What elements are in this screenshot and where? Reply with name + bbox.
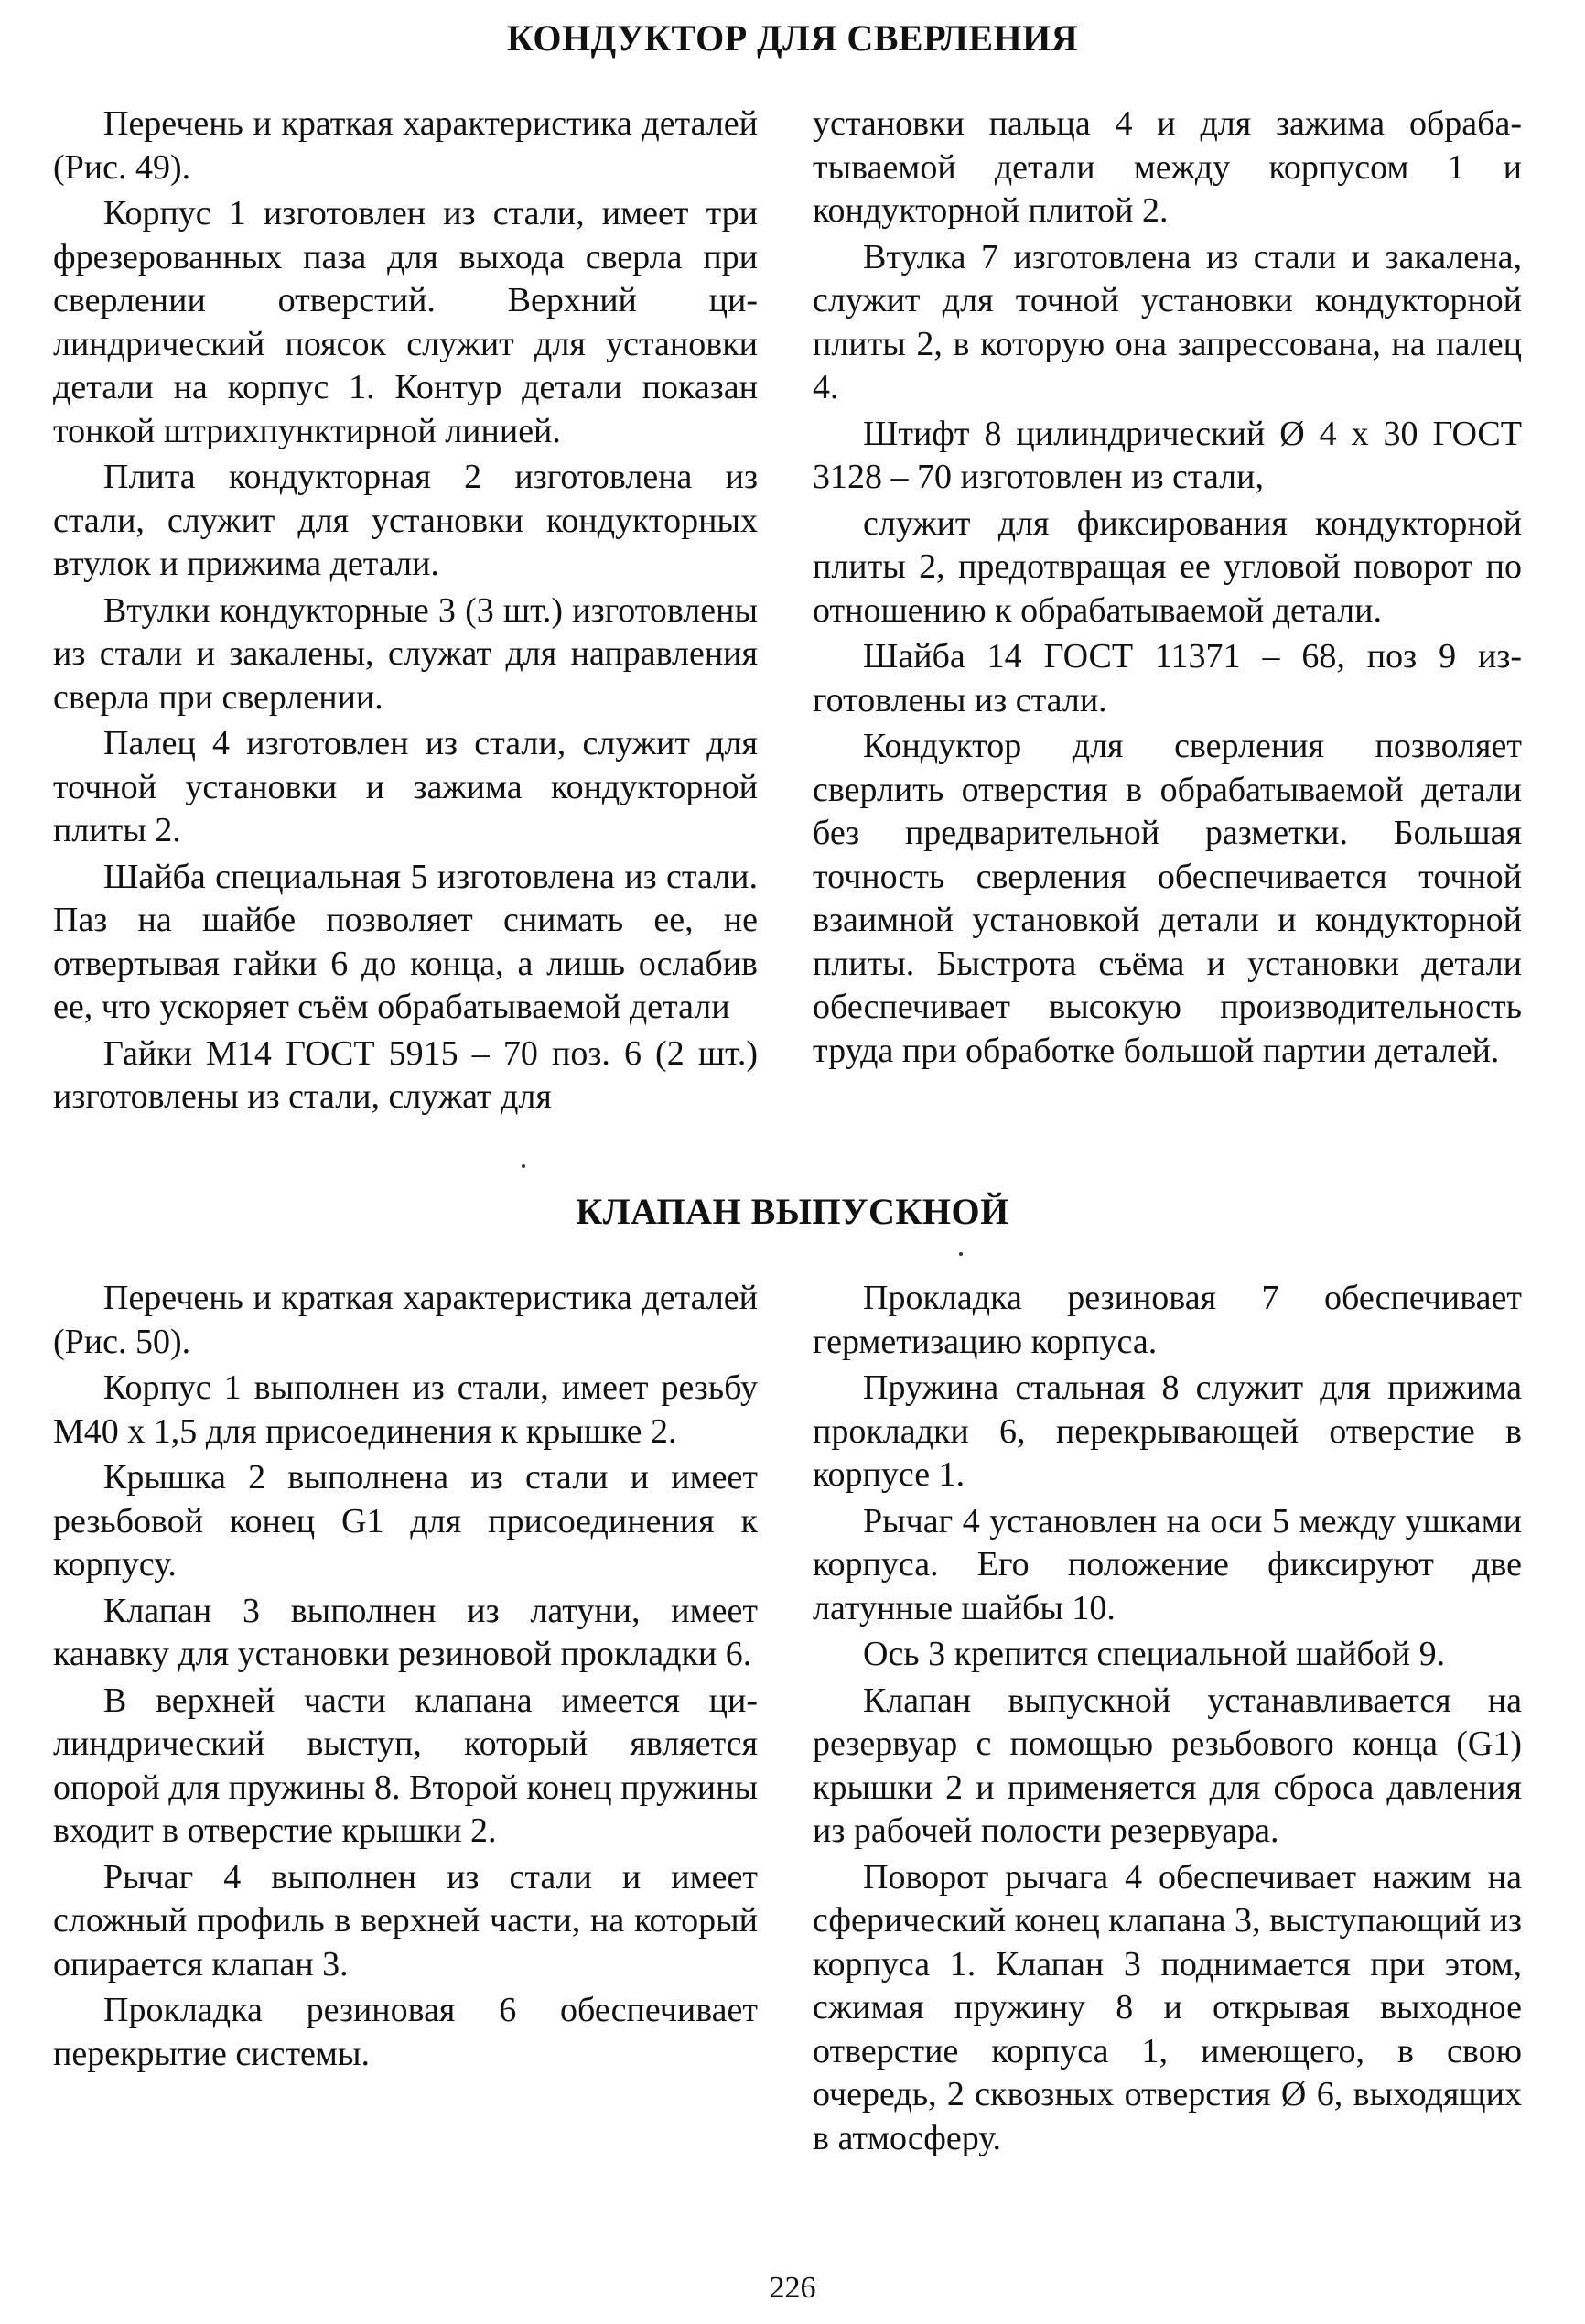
paragraph: Штифт 8 цилиндрический Ø 4 x 30 ГОСТ 3128 – 70 изготовлен из стали, <box>813 414 1522 496</box>
paragraph: Палец 4 изготовлен из стали, служит для точной установки и зажима кондукторной плиты 2. <box>53 724 758 849</box>
paragraph: Прокладка резиновая 6 обеспечивает перекрытие системы. <box>53 1991 758 2073</box>
paragraph: Шайба специальная 5 изготовлена из стали. Паз на шайбе позволяет снимать ее, не отвертывая гайки 6 до конца, а лишь ослабив ее, что ускоряет съём обрабатываемой детали <box>53 857 758 1026</box>
paragraph-continuation: установки пальца 4 и для зажима обрабатываемой детали между корпусом 1 и кондукторной плитой 2. <box>813 104 1522 230</box>
paragraph: Корпус 1 выполнен из стали, имеет резьбу М40 x 1,5 для присоединения к крышке 2. <box>53 1368 758 1451</box>
paragraph: Корпус 1 изготовлен из стали, имеет три фрезерованных паза для выхода сверла при сверлении отверстий. Верхний цилиндрический поясок служит для установки детали на корпус 1. Контур детали показан тонкой штрихпунктирной линией. <box>53 194 758 450</box>
paragraph: Прокладка резиновая 7 обеспечивает герметизацию корпуса. <box>813 1279 1522 1361</box>
paragraph: Перечень и краткая характеристика деталей (Рис. 49). <box>53 104 758 187</box>
paragraph: Рычаг 4 установлен на оси 5 между ушками корпуса. Его положение фиксируют две латунные шайбы 10. <box>813 1501 1522 1627</box>
paragraph: В верхней части клапана имеется цилиндрический выступ, который является опорой для пружины 8. Второй конец пружины входит в отверстие крышки 2. <box>53 1681 758 1850</box>
paragraph: Перечень и краткая характеристика деталей (Рис. 50). <box>53 1279 758 1361</box>
paragraph: Гайки М14 ГОСТ 5915 – 70 поз. 6 (2 шт.) изготовлены из стали, служат для <box>53 1033 758 1116</box>
paragraph: Клапан 3 выполнен из латуни, имеет канавку для установки резиновой прокладки 6. <box>53 1591 758 1673</box>
paragraph: Клапан выпускной устанавливается на резервуар с помощью резьбового конца (G1) крышки 2 и применяется для сброса давления из рабочей полости резервуара. <box>813 1681 1522 1850</box>
print-speck <box>522 1164 525 1168</box>
paragraph: Пружина стальная 8 служит для прижима прокладки 6, перекрывающей отверстие в корпусе 1. <box>813 1368 1522 1494</box>
section1-left-column <box>53 103 758 1119</box>
section-title-valve: КЛАПАН ВЫПУСКНОЙ <box>576 1191 1009 1232</box>
print-speck <box>959 1252 963 1256</box>
paragraph: Поворот рычага 4 обеспечивает нажим на сферический конец клапана 3, выступающий из корпуса 1. Клапан 3 поднимается при этом, сжимая пружину 8 и открывая выходное отверстие корпуса 1, имеющего, в свою очередь, 2 сквозных отверстия Ø 6, выходящих в атмосферу. <box>813 1857 1522 2157</box>
paragraph: Втулки кондукторные 3 (3 шт.) изготовлены из стали и закалены, служат для направления сверла при сверлении. <box>53 590 758 717</box>
paragraph: служит для фиксирования кондукторной плиты 2, предотвращая ее угловой поворот по отношению к обрабатываемой детали. <box>813 503 1522 630</box>
paragraph: Шайба 14 ГОСТ 11371 – 68, поз 9 изготовлены из стали. <box>813 637 1522 719</box>
paragraph: Рычаг 4 выполнен из стали и имеет сложный профиль в верхней части, на который опирается клапан 3. <box>53 1857 758 1984</box>
section-title-jig: КОНДУКТОР ДЛЯ СВЕРЛЕНИЯ <box>506 17 1079 59</box>
paragraph: Плита кондукторная 2 изготовлена из стали, служит для установки кондукторных втулок и прижима детали. <box>53 458 758 583</box>
section1-right-column <box>813 103 1522 1073</box>
section2-left-column <box>53 1277 758 2076</box>
page-number: 226 <box>769 2271 816 2305</box>
paragraph: Кондуктор для сверления позволяет сверлить отверстия в обрабатываемой детали без предварительной разметки. Большая точность сверления обеспечивается точной взаимной установкой детали и кондукторной плиты. Быстрота съёма и установки детали обеспечивает высокую производительность труда при обработке большой партии деталей. <box>813 727 1522 1070</box>
paragraph: Втулка 7 изготовлена из стали и закалена, служит для точной установки кондукторной плиты 2, в которую она запрессована, на палец 4. <box>813 237 1522 406</box>
paragraph: Ось 3 крепится специальной шайбой 9. <box>863 1635 1446 1673</box>
paragraph: Крышка 2 выполнена из стали и имеет резьбовой конец G1 для присоединения к корпусу. <box>53 1458 758 1584</box>
section2-right-column <box>813 1277 1522 2160</box>
